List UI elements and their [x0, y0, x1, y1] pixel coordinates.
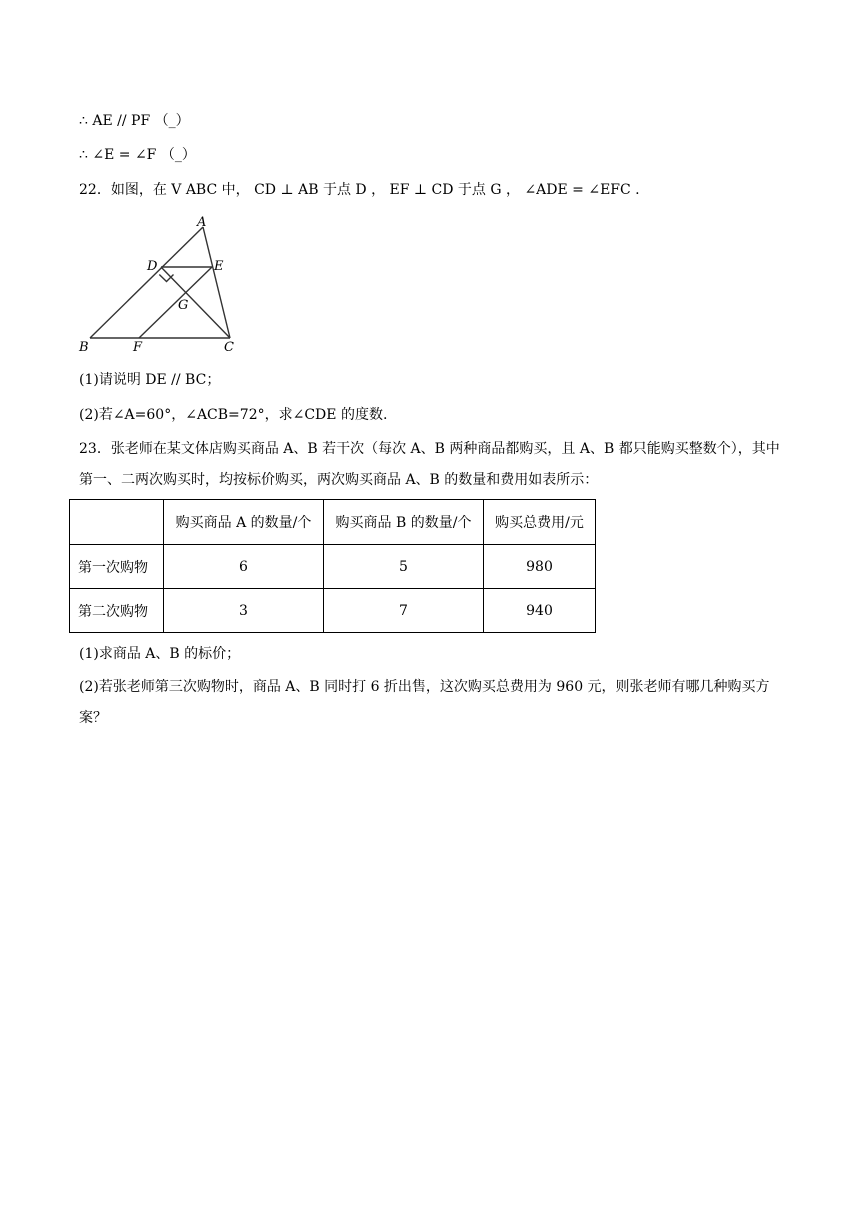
label-F: F [133, 340, 143, 355]
table-cell: 7 [324, 589, 484, 633]
q22-part1: (1)请说明 DE // BC； [79, 372, 221, 388]
label-C: C [224, 340, 234, 355]
label-D: D [147, 259, 158, 274]
q22-stem: 22．如图，在 V ABC 中， CD ⊥ AB 于点 D ， EF ⊥ CD 于点 G ， ∠ADE = ∠EFC . [79, 182, 640, 198]
triangle-figure [75, 210, 255, 360]
table-header-cell: 购买商品 A 的数量/个 [164, 500, 324, 545]
segment-EF [139, 267, 212, 338]
table-header-cell [70, 500, 164, 545]
table-header-cell: 购买总费用/元 [484, 500, 596, 545]
q23-part1: (1)求商品 A、B 的标价； [79, 646, 241, 662]
q22-part2: (2)若∠A=60°，∠ACB=72°，求∠CDE 的度数. [79, 407, 388, 423]
table-row [70, 589, 596, 633]
table-cell: 980 [484, 545, 596, 589]
proof-line-1: ∴ AE // PF （_） [79, 113, 190, 129]
q23-part2: (2)若张老师第三次购物时，商品 A、B 同时打 6 折出售，这次购买总费用为 960 元，则张老师有哪几种购买方案？ [79, 679, 770, 726]
q23-stem: 23．张老师在某文体店购买商品 A、B 若干次（每次 A、B 两种商品都购买，且 A、B 都只能购买整数个），其中第一、二两次购买时，均按标价购买，两次购买商品 A、B 的数量和费用如表所示： [79, 441, 780, 488]
proof-line-2: ∴ ∠E = ∠F （_） [79, 147, 196, 163]
purchase-table [69, 499, 596, 633]
table-cell: 3 [164, 589, 324, 633]
table-cell: 第一次购物 [70, 545, 164, 589]
table-header-row [70, 500, 596, 545]
label-A: A [197, 215, 207, 230]
table-row [70, 545, 596, 589]
label-B: B [79, 340, 89, 355]
table-cell: 940 [484, 589, 596, 633]
label-G: G [178, 298, 189, 313]
segment-CD [161, 267, 230, 338]
table-cell: 5 [324, 545, 484, 589]
label-E: E [214, 259, 224, 274]
segment-AC [203, 227, 230, 338]
segment-AB [90, 227, 203, 338]
table-cell: 6 [164, 545, 324, 589]
table-header-cell: 购买商品 B 的数量/个 [324, 500, 484, 545]
table-cell: 第二次购物 [70, 589, 164, 633]
